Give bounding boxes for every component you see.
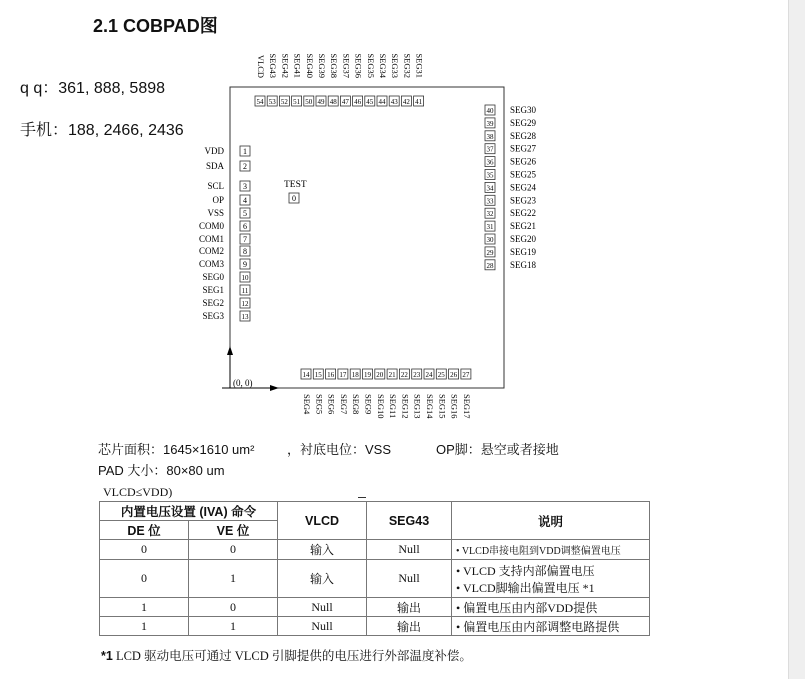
pad-size-note: PAD 大小：80×80 um <box>98 463 225 478</box>
cell-vlcd: 输入 <box>278 540 367 560</box>
right-pin-label: SEG19 <box>510 246 537 257</box>
footnote-text: LCD 驱动电压可通过 VLCD 引脚提供的电压进行外部温度补偿。 <box>112 649 472 663</box>
pad-number: 46 <box>354 98 362 106</box>
cell-de: 0 <box>100 560 189 598</box>
top-pin-label: SEG37 <box>341 53 352 78</box>
chip-area-note: 芯片面积：1645×1610 um² <box>98 442 255 457</box>
pad-number: 28 <box>486 261 494 270</box>
pad-number: 9 <box>243 260 247 269</box>
left-pin-label: SEG0 <box>202 272 224 282</box>
header-vlcd: VLCD <box>278 502 367 540</box>
top-pin-label: SEG36 <box>353 53 364 78</box>
pad-number: 37 <box>486 145 494 154</box>
top-pin-label: SEG38 <box>329 53 340 78</box>
bottom-pin-label: SEG13 <box>412 394 423 419</box>
pad-number: 19 <box>364 371 371 379</box>
section-heading: 2.1 COBPAD图 <box>93 16 218 36</box>
pad-number: 45 <box>366 98 374 106</box>
pad-number: 47 <box>341 98 349 106</box>
vertical-scrollbar[interactable] <box>788 0 805 679</box>
test-label: TEST <box>284 180 307 190</box>
y-axis-arrow <box>227 346 233 355</box>
cell-de: 0 <box>100 540 189 560</box>
right-pin-label: SEG23 <box>510 195 537 206</box>
cell-de: 1 <box>100 598 189 617</box>
pad-number: 2 <box>243 162 247 171</box>
top-pin-label: SEG41 <box>292 53 303 78</box>
pad-number: 6 <box>243 222 247 231</box>
pad-number: 10 <box>241 274 249 282</box>
pad-number: 27 <box>462 371 470 379</box>
pad-number: 15 <box>314 371 322 379</box>
contact-phone: 手机：188, 2466, 2436 <box>20 122 184 139</box>
bottom-pin-label: SEG5 <box>314 394 325 415</box>
pad-number: 48 <box>329 98 337 106</box>
cell-vlcd: Null <box>278 617 367 636</box>
top-pin-label: SEG43 <box>268 53 279 78</box>
pad-number: 29 <box>486 248 494 257</box>
right-pin-label: SEG28 <box>510 130 537 141</box>
pad-number: 20 <box>376 371 384 379</box>
cell-desc <box>452 560 650 598</box>
pad-number: 22 <box>400 371 408 379</box>
pad-number: 33 <box>486 197 494 206</box>
pad-number: 8 <box>243 247 247 256</box>
pad-number: 7 <box>243 235 247 244</box>
contact-qq: q q：361, 888, 5898 <box>20 80 166 97</box>
cell-vlcd: 输入 <box>278 560 367 598</box>
left-pin-label: COM0 <box>198 221 224 231</box>
pad-number: 26 <box>450 371 458 379</box>
pad-number: 50 <box>305 98 313 106</box>
right-pin-label: SEG22 <box>510 208 537 219</box>
bottom-pin-label: SEG17 <box>461 394 472 419</box>
footnote <box>101 646 472 664</box>
pad-number: 44 <box>378 98 386 106</box>
right-pin-label: SEG27 <box>510 143 537 154</box>
bottom-pin-label: SEG6 <box>326 394 337 415</box>
table-row <box>100 598 650 617</box>
x-axis-arrow <box>270 385 279 391</box>
cell-ve: 1 <box>189 617 278 636</box>
pad-number: 53 <box>268 98 276 106</box>
left-pin-label: COM1 <box>198 234 224 244</box>
iva-command-table <box>99 501 650 636</box>
pad-number: 43 <box>390 98 398 106</box>
footnote-mark: *1 <box>101 649 113 663</box>
op-pin-note: OP脚：悬空或者接地 <box>436 442 559 457</box>
header-seg43: SEG43 <box>367 502 452 540</box>
top-pin-label: SEG40 <box>304 53 315 78</box>
pad-number: 18 <box>351 371 359 379</box>
right-pin-label: SEG21 <box>510 221 537 232</box>
right-pin-label: SEG30 <box>510 105 537 115</box>
pad-number: 54 <box>256 98 264 106</box>
left-pin-label: COM3 <box>198 259 224 269</box>
header-iva: 内置电压设置 (IVA) 命令 <box>100 502 278 521</box>
top-pin-label: SEG34 <box>378 53 389 78</box>
header-de: DE 位 <box>100 521 189 540</box>
pad-number: 24 <box>425 371 433 379</box>
bottom-pin-label: SEG16 <box>449 394 460 419</box>
top-pin-label: SEG39 <box>317 53 328 78</box>
cell-seg43: Null <box>367 560 452 598</box>
substrate-note: ，衬底电位：VSS <box>287 442 392 457</box>
pad-number: 16 <box>327 371 335 379</box>
pad-number: 35 <box>486 171 494 180</box>
pad-number: 23 <box>413 371 421 379</box>
top-pin-label: VLCD <box>256 54 267 78</box>
pad-number: 52 <box>280 98 288 106</box>
left-pin-label: SDA <box>205 161 224 171</box>
pad-number: 14 <box>302 371 310 379</box>
pad-number: 17 <box>339 371 347 379</box>
cell-seg43: 输出 <box>367 617 452 636</box>
pad-number: 3 <box>243 182 247 191</box>
bottom-pin-label: SEG9 <box>363 394 374 415</box>
right-pin-label: SEG25 <box>510 169 537 180</box>
bottom-pin-label: SEG4 <box>302 394 313 415</box>
left-pin-label: OP <box>212 195 224 205</box>
top-pin-label: SEG32 <box>402 53 413 78</box>
test-pad-number: 0 <box>292 194 296 203</box>
pad-number: 4 <box>243 196 247 205</box>
left-pin-label: SCL <box>207 181 224 191</box>
vlcd-condition: VLCD≤VDD) <box>103 485 173 499</box>
bottom-pin-label: SEG15 <box>437 394 448 419</box>
right-pin-label: SEG24 <box>510 182 537 193</box>
left-pin-label: VDD <box>204 146 224 156</box>
cell-ve: 0 <box>189 598 278 617</box>
pad-number: 32 <box>486 210 494 219</box>
bottom-pin-label: SEG11 <box>388 394 399 419</box>
pad-number: 38 <box>486 132 494 141</box>
cell-ve: 1 <box>189 560 278 598</box>
bottom-pin-label: SEG12 <box>400 394 411 419</box>
pad-number: 39 <box>486 119 494 128</box>
table-row <box>100 560 650 598</box>
top-pin-label: SEG42 <box>280 53 291 78</box>
pad-number: 5 <box>243 209 247 218</box>
pad-number: 30 <box>486 236 494 244</box>
desc-line: • VLCD脚输出偏置电压 *1 <box>456 580 595 595</box>
cell-ve: 0 <box>189 540 278 560</box>
table-row <box>100 540 650 560</box>
top-pin-label: SEG35 <box>365 53 376 78</box>
left-pin-label: SEG3 <box>202 311 224 321</box>
pad-number: 42 <box>402 98 410 106</box>
desc-line: • VLCD 支持内部偏置电压 <box>456 563 595 578</box>
pad-number: 41 <box>415 98 423 106</box>
bottom-pin-label: SEG7 <box>338 394 349 415</box>
pad-number: 1 <box>243 147 247 156</box>
pad-number: 49 <box>317 98 325 106</box>
pad-number: 40 <box>486 107 494 115</box>
right-pin-label: SEG20 <box>510 234 537 244</box>
table-row <box>100 617 650 636</box>
left-pin-label: SEG2 <box>202 298 224 308</box>
pad-number: 13 <box>241 313 249 321</box>
top-pin-label: SEG33 <box>390 53 401 78</box>
cell-desc: • VLCD串接电阻到VDD调整偏置电压 <box>452 540 650 560</box>
bottom-pin-label: SEG8 <box>351 394 362 415</box>
pad-number: 34 <box>486 184 494 193</box>
right-pin-label: SEG18 <box>510 259 537 270</box>
cell-desc: • 偏置电压由内部VDD提供 <box>452 598 650 617</box>
pad-number: 11 <box>241 287 249 295</box>
pad-number: 31 <box>486 223 494 232</box>
cell-seg43: 输出 <box>367 598 452 617</box>
die-outline <box>230 87 504 388</box>
bottom-pin-label: SEG10 <box>375 394 386 419</box>
right-pin-label: SEG29 <box>510 117 537 128</box>
cell-seg43: Null <box>367 540 452 560</box>
pad-number: 25 <box>437 371 445 379</box>
left-pin-label: VSS <box>207 208 224 218</box>
top-pin-label: SEG31 <box>414 53 425 78</box>
origin-label: (0, 0) <box>233 378 253 388</box>
right-pin-label: SEG26 <box>510 156 537 167</box>
left-pin-label: COM2 <box>198 246 224 256</box>
bottom-pin-label: SEG14 <box>425 394 436 419</box>
separator-dash <box>358 497 366 498</box>
pad-number: 12 <box>241 300 249 308</box>
cell-vlcd: Null <box>278 598 367 617</box>
header-desc: 说明 <box>452 502 650 540</box>
pad-number: 21 <box>388 371 396 379</box>
left-pin-label: SEG1 <box>202 285 224 295</box>
cell-desc: • 偏置电压由内部调整电路提供 <box>452 617 650 636</box>
header-ve: VE 位 <box>189 521 278 540</box>
cell-de: 1 <box>100 617 189 636</box>
pad-number: 51 <box>293 98 301 106</box>
pad-number: 36 <box>486 158 494 167</box>
